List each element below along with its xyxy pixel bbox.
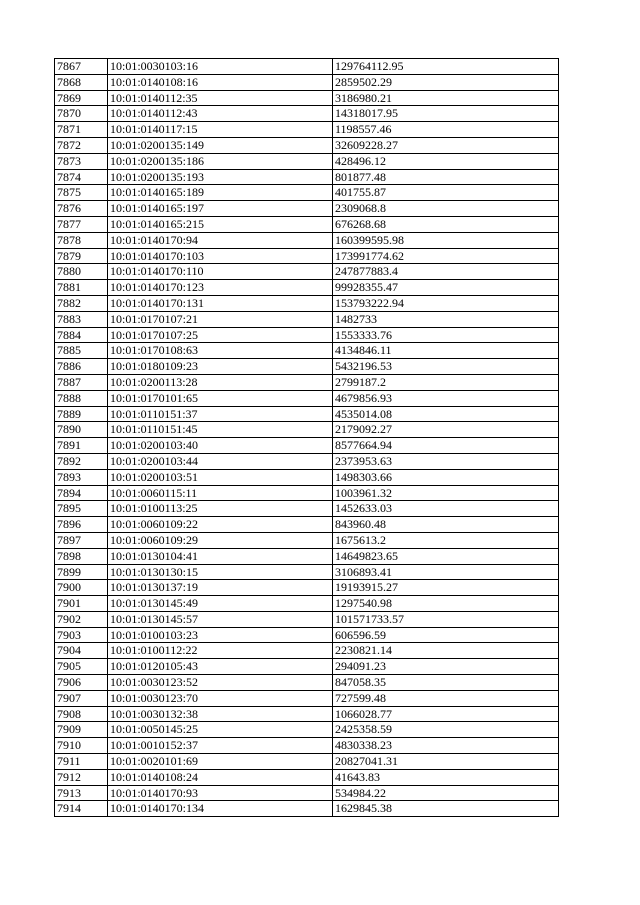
cadastral-number-cell: 10:01:0140165:215 — [108, 216, 333, 232]
table-row — [55, 517, 559, 533]
table-row — [55, 659, 559, 675]
table-row — [55, 769, 559, 785]
row-number-cell: 7894 — [55, 485, 108, 501]
cadastral-number-cell: 10:01:0060115:11 — [108, 485, 333, 501]
cadastral-number-cell: 10:01:0170101:65 — [108, 390, 333, 406]
cadastral-number-cell: 10:01:0100113:25 — [108, 501, 333, 517]
cadastral-number-cell: 10:01:0130130:15 — [108, 564, 333, 580]
cadastral-number-cell: 10:01:0140170:110 — [108, 264, 333, 280]
table-row — [55, 90, 559, 106]
cadastral-number-cell: 10:01:0130145:57 — [108, 611, 333, 627]
value-cell: 1297540.98 — [333, 596, 559, 612]
table-row — [55, 343, 559, 359]
cadastral-number-cell: 10:01:0060109:29 — [108, 532, 333, 548]
table-row — [55, 248, 559, 264]
row-number-cell: 7884 — [55, 327, 108, 343]
table-row — [55, 643, 559, 659]
value-cell: 1629845.38 — [333, 801, 559, 817]
row-number-cell: 7910 — [55, 738, 108, 754]
table-row — [55, 675, 559, 691]
row-number-cell: 7905 — [55, 659, 108, 675]
table-row — [55, 74, 559, 90]
row-number-cell: 7878 — [55, 232, 108, 248]
table-row — [55, 690, 559, 706]
value-cell: 99928355.47 — [333, 280, 559, 296]
row-number-cell: 7890 — [55, 422, 108, 438]
row-number-cell: 7887 — [55, 374, 108, 390]
row-number-cell: 7881 — [55, 280, 108, 296]
cadastral-number-cell: 10:01:0200103:40 — [108, 438, 333, 454]
row-number-cell: 7889 — [55, 406, 108, 422]
cadastral-number-cell: 10:01:0100103:23 — [108, 627, 333, 643]
table-row — [55, 264, 559, 280]
row-number-cell: 7885 — [55, 343, 108, 359]
row-number-cell: 7901 — [55, 596, 108, 612]
row-number-cell: 7914 — [55, 801, 108, 817]
cadastral-number-cell: 10:01:0060109:22 — [108, 517, 333, 533]
value-cell: 1003961.32 — [333, 485, 559, 501]
table-row — [55, 295, 559, 311]
cadastral-number-cell: 10:01:0140170:134 — [108, 801, 333, 817]
row-number-cell: 7876 — [55, 201, 108, 217]
cadastral-number-cell: 10:01:0140165:197 — [108, 201, 333, 217]
row-number-cell: 7872 — [55, 137, 108, 153]
cadastral-number-cell: 10:01:0140117:15 — [108, 122, 333, 138]
table-row — [55, 580, 559, 596]
row-number-cell: 7907 — [55, 690, 108, 706]
row-number-cell: 7898 — [55, 548, 108, 564]
table-row — [55, 706, 559, 722]
cadastral-number-cell: 10:01:0140165:189 — [108, 185, 333, 201]
row-number-cell: 7911 — [55, 754, 108, 770]
table-row — [55, 596, 559, 612]
table-row — [55, 564, 559, 580]
value-cell: 3106893.41 — [333, 564, 559, 580]
cadastral-number-cell: 10:01:0020101:69 — [108, 754, 333, 770]
row-number-cell: 7874 — [55, 169, 108, 185]
value-cell: 1198557.46 — [333, 122, 559, 138]
cadastral-number-cell: 10:01:0200103:44 — [108, 453, 333, 469]
cadastral-number-cell: 10:01:0140170:103 — [108, 248, 333, 264]
table-row — [55, 311, 559, 327]
table-body — [55, 59, 559, 817]
table-row — [55, 169, 559, 185]
value-cell: 2309068.8 — [333, 201, 559, 217]
table-row — [55, 611, 559, 627]
value-cell: 4535014.08 — [333, 406, 559, 422]
value-cell: 534984.22 — [333, 785, 559, 801]
table-row — [55, 390, 559, 406]
cadastral-number-cell: 10:01:0170108:63 — [108, 343, 333, 359]
cadastral-number-cell: 10:01:0170107:25 — [108, 327, 333, 343]
row-number-cell: 7904 — [55, 643, 108, 659]
value-cell: 5432196.53 — [333, 359, 559, 375]
row-number-cell: 7880 — [55, 264, 108, 280]
table-row — [55, 185, 559, 201]
value-cell: 20827041.31 — [333, 754, 559, 770]
value-cell: 4134846.11 — [333, 343, 559, 359]
row-number-cell: 7891 — [55, 438, 108, 454]
cadastral-number-cell: 10:01:0010152:37 — [108, 738, 333, 754]
cadastral-number-cell: 10:01:0200135:186 — [108, 153, 333, 169]
cadastral-number-cell: 10:01:0170107:21 — [108, 311, 333, 327]
table-row — [55, 738, 559, 754]
table-row — [55, 137, 559, 153]
cadastral-number-cell: 10:01:0140170:94 — [108, 232, 333, 248]
row-number-cell: 7893 — [55, 469, 108, 485]
value-cell: 401755.87 — [333, 185, 559, 201]
table-row — [55, 232, 559, 248]
row-number-cell: 7899 — [55, 564, 108, 580]
row-number-cell: 7877 — [55, 216, 108, 232]
row-number-cell: 7888 — [55, 390, 108, 406]
cadastral-number-cell: 10:01:0030123:70 — [108, 690, 333, 706]
table-row — [55, 122, 559, 138]
table-row — [55, 374, 559, 390]
cadastral-value-table — [54, 58, 559, 817]
table-row — [55, 153, 559, 169]
table-row — [55, 216, 559, 232]
cadastral-number-cell: 10:01:0140170:131 — [108, 295, 333, 311]
value-cell: 153793222.94 — [333, 295, 559, 311]
table-row — [55, 627, 559, 643]
row-number-cell: 7903 — [55, 627, 108, 643]
value-cell: 160399595.98 — [333, 232, 559, 248]
row-number-cell: 7913 — [55, 785, 108, 801]
cadastral-number-cell: 10:01:0140170:93 — [108, 785, 333, 801]
cadastral-number-cell: 10:01:0200103:51 — [108, 469, 333, 485]
cadastral-number-cell: 10:01:0140108:24 — [108, 769, 333, 785]
cadastral-number-cell: 10:01:0050145:25 — [108, 722, 333, 738]
row-number-cell: 7868 — [55, 74, 108, 90]
cadastral-number-cell: 10:01:0110151:37 — [108, 406, 333, 422]
table-row — [55, 801, 559, 817]
cadastral-number-cell: 10:01:0030123:52 — [108, 675, 333, 691]
cadastral-number-cell: 10:01:0110151:45 — [108, 422, 333, 438]
row-number-cell: 7892 — [55, 453, 108, 469]
table-row — [55, 201, 559, 217]
cadastral-number-cell: 10:01:0180109:23 — [108, 359, 333, 375]
value-cell: 3186980.21 — [333, 90, 559, 106]
row-number-cell: 7908 — [55, 706, 108, 722]
value-cell: 19193915.27 — [333, 580, 559, 596]
value-cell: 2425358.59 — [333, 722, 559, 738]
value-cell: 4830338.23 — [333, 738, 559, 754]
row-number-cell: 7896 — [55, 517, 108, 533]
row-number-cell: 7871 — [55, 122, 108, 138]
row-number-cell: 7870 — [55, 106, 108, 122]
value-cell: 801877.48 — [333, 169, 559, 185]
value-cell: 1498303.66 — [333, 469, 559, 485]
table-row — [55, 722, 559, 738]
row-number-cell: 7886 — [55, 359, 108, 375]
cadastral-number-cell: 10:01:0140170:123 — [108, 280, 333, 296]
cadastral-number-cell: 10:01:0140108:16 — [108, 74, 333, 90]
value-cell: 2230821.14 — [333, 643, 559, 659]
cadastral-number-cell: 10:01:0130104:41 — [108, 548, 333, 564]
cadastral-number-cell: 10:01:0120105:43 — [108, 659, 333, 675]
table-row — [55, 438, 559, 454]
table-row — [55, 532, 559, 548]
table-row — [55, 469, 559, 485]
row-number-cell: 7883 — [55, 311, 108, 327]
table-row — [55, 59, 559, 75]
cadastral-number-cell: 10:01:0140112:35 — [108, 90, 333, 106]
value-cell: 1675613.2 — [333, 532, 559, 548]
cadastral-number-cell: 10:01:0030103:16 — [108, 59, 333, 75]
value-cell: 41643.83 — [333, 769, 559, 785]
cadastral-number-cell: 10:01:0130137:19 — [108, 580, 333, 596]
cadastral-number-cell: 10:01:0200135:149 — [108, 137, 333, 153]
value-cell: 606596.59 — [333, 627, 559, 643]
value-cell: 247877883.4 — [333, 264, 559, 280]
value-cell: 1553333.76 — [333, 327, 559, 343]
value-cell: 1482733 — [333, 311, 559, 327]
value-cell: 676268.68 — [333, 216, 559, 232]
value-cell: 727599.48 — [333, 690, 559, 706]
value-cell: 32609228.27 — [333, 137, 559, 153]
table-row — [55, 754, 559, 770]
row-number-cell: 7875 — [55, 185, 108, 201]
table-row — [55, 359, 559, 375]
table-row — [55, 785, 559, 801]
table-row — [55, 548, 559, 564]
value-cell: 4679856.93 — [333, 390, 559, 406]
table-row — [55, 453, 559, 469]
value-cell: 129764112.95 — [333, 59, 559, 75]
row-number-cell: 7882 — [55, 295, 108, 311]
value-cell: 1452633.03 — [333, 501, 559, 517]
row-number-cell: 7906 — [55, 675, 108, 691]
table-row — [55, 280, 559, 296]
value-cell: 1066028.77 — [333, 706, 559, 722]
value-cell: 101571733.57 — [333, 611, 559, 627]
cadastral-number-cell: 10:01:0200135:193 — [108, 169, 333, 185]
value-cell: 843960.48 — [333, 517, 559, 533]
table-row — [55, 106, 559, 122]
value-cell: 847058.35 — [333, 675, 559, 691]
cadastral-number-cell: 10:01:0140112:43 — [108, 106, 333, 122]
value-cell: 2799187.2 — [333, 374, 559, 390]
row-number-cell: 7912 — [55, 769, 108, 785]
value-cell: 2373953.63 — [333, 453, 559, 469]
value-cell: 14318017.95 — [333, 106, 559, 122]
row-number-cell: 7869 — [55, 90, 108, 106]
row-number-cell: 7897 — [55, 532, 108, 548]
cadastral-number-cell: 10:01:0130145:49 — [108, 596, 333, 612]
table-row — [55, 485, 559, 501]
table-row — [55, 327, 559, 343]
row-number-cell: 7902 — [55, 611, 108, 627]
row-number-cell: 7909 — [55, 722, 108, 738]
value-cell: 2859502.29 — [333, 74, 559, 90]
row-number-cell: 7879 — [55, 248, 108, 264]
value-cell: 294091.23 — [333, 659, 559, 675]
value-cell: 173991774.62 — [333, 248, 559, 264]
row-number-cell: 7873 — [55, 153, 108, 169]
table-row — [55, 501, 559, 517]
cadastral-number-cell: 10:01:0030132:38 — [108, 706, 333, 722]
table-row — [55, 422, 559, 438]
value-cell: 8577664.94 — [333, 438, 559, 454]
table-row — [55, 406, 559, 422]
cadastral-number-cell: 10:01:0200113:28 — [108, 374, 333, 390]
row-number-cell: 7867 — [55, 59, 108, 75]
row-number-cell: 7900 — [55, 580, 108, 596]
value-cell: 2179092.27 — [333, 422, 559, 438]
row-number-cell: 7895 — [55, 501, 108, 517]
value-cell: 428496.12 — [333, 153, 559, 169]
value-cell: 14649823.65 — [333, 548, 559, 564]
cadastral-number-cell: 10:01:0100112:22 — [108, 643, 333, 659]
